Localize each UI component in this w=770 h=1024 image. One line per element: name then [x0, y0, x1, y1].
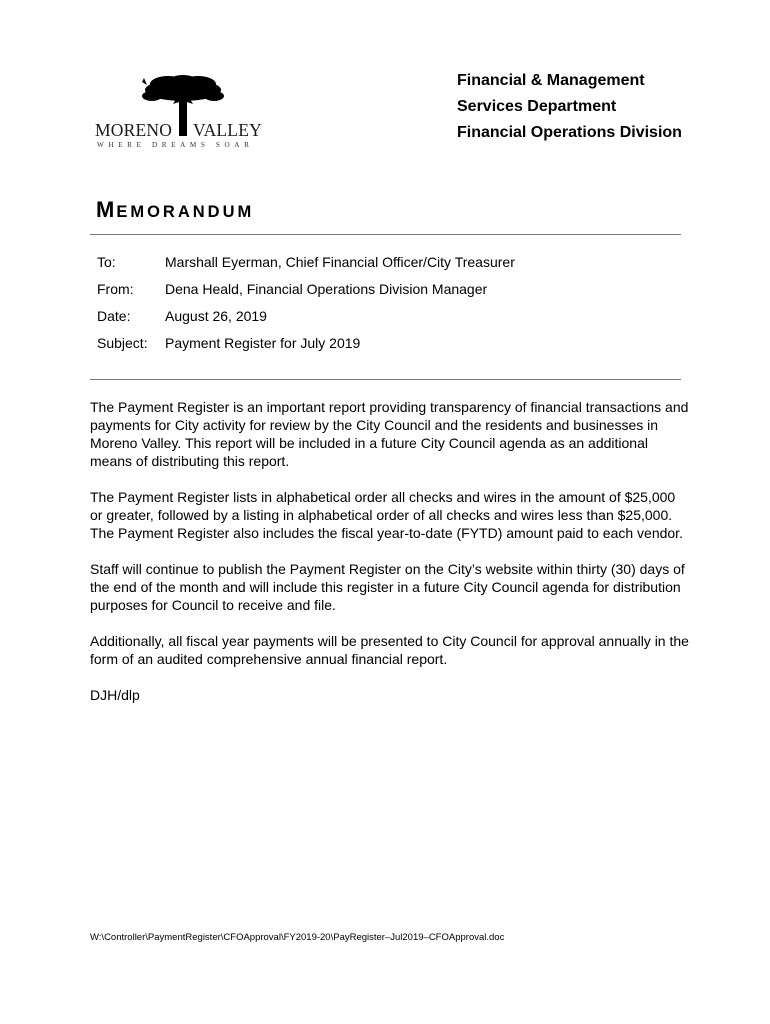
to-label: To:	[97, 254, 116, 270]
date-label: Date:	[97, 308, 131, 324]
logo-word-left: MORENO	[95, 120, 173, 140]
from-label: From:	[97, 281, 134, 297]
department-line-1: Financial & Management	[457, 72, 645, 89]
subject-label: Subject:	[97, 335, 148, 351]
memo-title	[96, 197, 254, 223]
body-paragraph: Additionally, all fiscal year payments will be presented to City Council for approval annually in the form of an audited comprehensive annual financial report.	[90, 633, 689, 667]
from-value: Dena Heald, Financial Operations Division Manager	[165, 281, 488, 297]
date-value: August 26, 2019	[165, 308, 267, 324]
author-initials: DJH/dlp	[90, 687, 140, 703]
body-paragraph: The Payment Register lists in alphabetical order all checks and wires in the amount of $25,000 or greater, followed by a listing in alphabetical order of all checks and wires less than $25,000. The Payment Register also includes the fiscal year-to-date (FYTD) amount paid to each vendor.	[90, 489, 683, 541]
to-value: Marshall Eyerman, Chief Financial Officer/City Treasurer	[165, 254, 515, 270]
memo-title-rest: EMORANDUM	[116, 203, 255, 221]
header-divider-top	[90, 234, 681, 235]
memo-body	[90, 398, 690, 722]
body-paragraph: The Payment Register is an important report providing transparency of financial transactions and payments for City activity for review by the City Council and the residents and businesses in Moreno Valley. This report will be included in a future City Council agenda as an additional means of distributing this report.	[90, 399, 689, 469]
department-line-3: Financial Operations Division	[457, 124, 682, 141]
header-divider-bottom	[90, 379, 681, 380]
logo-word-right: VALLEY	[193, 120, 262, 140]
city-logo	[94, 74, 274, 154]
subject-value: Payment Register for July 2019	[165, 335, 361, 351]
memo-title-initial: M	[96, 197, 117, 222]
body-paragraph: Staff will continue to publish the Payment Register on the City’s website within thirty (30) days of the end of the month and will include this register in a future City Council agenda for distribution purposes for Council to receive and file.	[90, 561, 685, 613]
file-path-footer: W:\Controller\PaymentRegister\CFOApproval\FY2019-20\PayRegister–Jul2019–CFOApproval.doc	[90, 932, 505, 943]
department-heading	[457, 68, 682, 146]
logo-tagline: WHERE DREAMS SOAR	[97, 141, 254, 149]
department-line-2: Services Department	[457, 98, 617, 115]
